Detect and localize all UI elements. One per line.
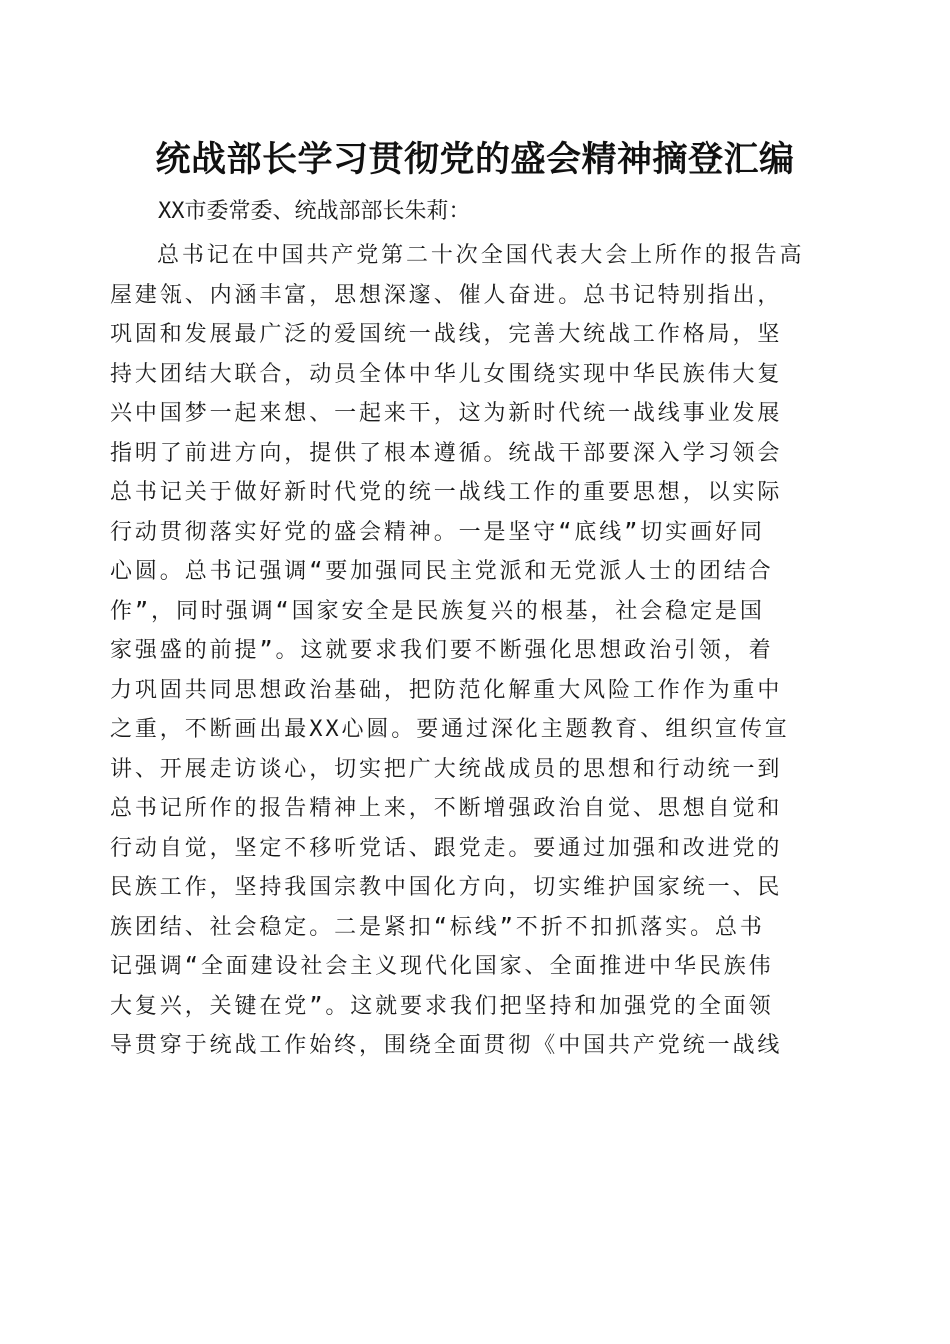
- paragraph-line: 家强盛的前提”。这就要求我们要不断强化思想政治引领，着: [110, 638, 774, 663]
- paragraph-line: 行动贯彻落实好党的盛会精神。一是坚守“底线”切实画好同: [110, 519, 765, 545]
- paragraph-line: 屋建瓴、内涵丰富，思想深邃、催人奋进。总书记特别指出，: [110, 282, 783, 308]
- paragraph-line: 心圆。总书记强调“要加强同民主党派和无党派人士的团结合: [110, 559, 774, 584]
- paragraph-line: 巩固和发展最广泛的爱国统一战线，完善大统战工作格局，坚: [110, 322, 783, 347]
- paragraph-line: 力巩固共同思想政治基础，把防范化解重大风险工作作为重中: [110, 677, 783, 703]
- paragraph-line: 总书记关于做好新时代党的统一战线工作的重要思想，以实际: [110, 480, 783, 505]
- author-byline: XX市委常委、统战部部长朱莉：: [158, 199, 471, 224]
- paragraph-line: 族团结、社会稳定。二是紧扣“标线”不折不扣抓落实。总书: [110, 914, 765, 940]
- paragraph-line: 行动自觉，坚定不移听党话、跟党走。要通过加强和改进党的: [110, 835, 783, 861]
- paragraph-line: 大复兴，关键在党”。这就要求我们把坚持和加强党的全面领: [110, 993, 774, 1019]
- body-paragraph: [110, 236, 830, 1066]
- paragraph-line: 总书记所作的报告精神上来，不断增强政治自觉、思想自觉和: [110, 796, 783, 821]
- paragraph-line: 讲、开展走访谈心，切实把广大统战成员的思想和行动统一到: [110, 756, 783, 782]
- paragraph-line: 之重，不断画出最XX心圆。要通过深化主题教育、组织宣传宣: [110, 717, 790, 742]
- paragraph-line: 总书记在中国共产党第二十次全国代表大会上所作的报告高: [157, 243, 805, 268]
- paragraph-line: 导贯穿于统战工作始终，围绕全面贯彻《中国共产党统一战线: [110, 1033, 783, 1058]
- paragraph-line: 作”，同时强调“国家安全是民族复兴的根基，社会稳定是国: [110, 598, 765, 624]
- paragraph-line: 民族工作，坚持我国宗教中国化方向，切实维护国家统一、民: [110, 875, 783, 900]
- paragraph-line: 兴中国梦一起来想、一起来干，这为新时代统一战线事业发展: [110, 401, 783, 426]
- paragraph-line: 记强调“全面建设社会主义现代化国家、全面推进中华民族伟: [110, 954, 774, 979]
- paragraph-line: 持大团结大联合，动员全体中华儿女围绕实现中华民族伟大复: [110, 361, 783, 387]
- document-title: 统战部长学习贯彻党的盛会精神摘登汇编: [155, 139, 795, 180]
- paragraph-line: 指明了前进方向，提供了根本遵循。统战干部要深入学习领会: [110, 440, 783, 466]
